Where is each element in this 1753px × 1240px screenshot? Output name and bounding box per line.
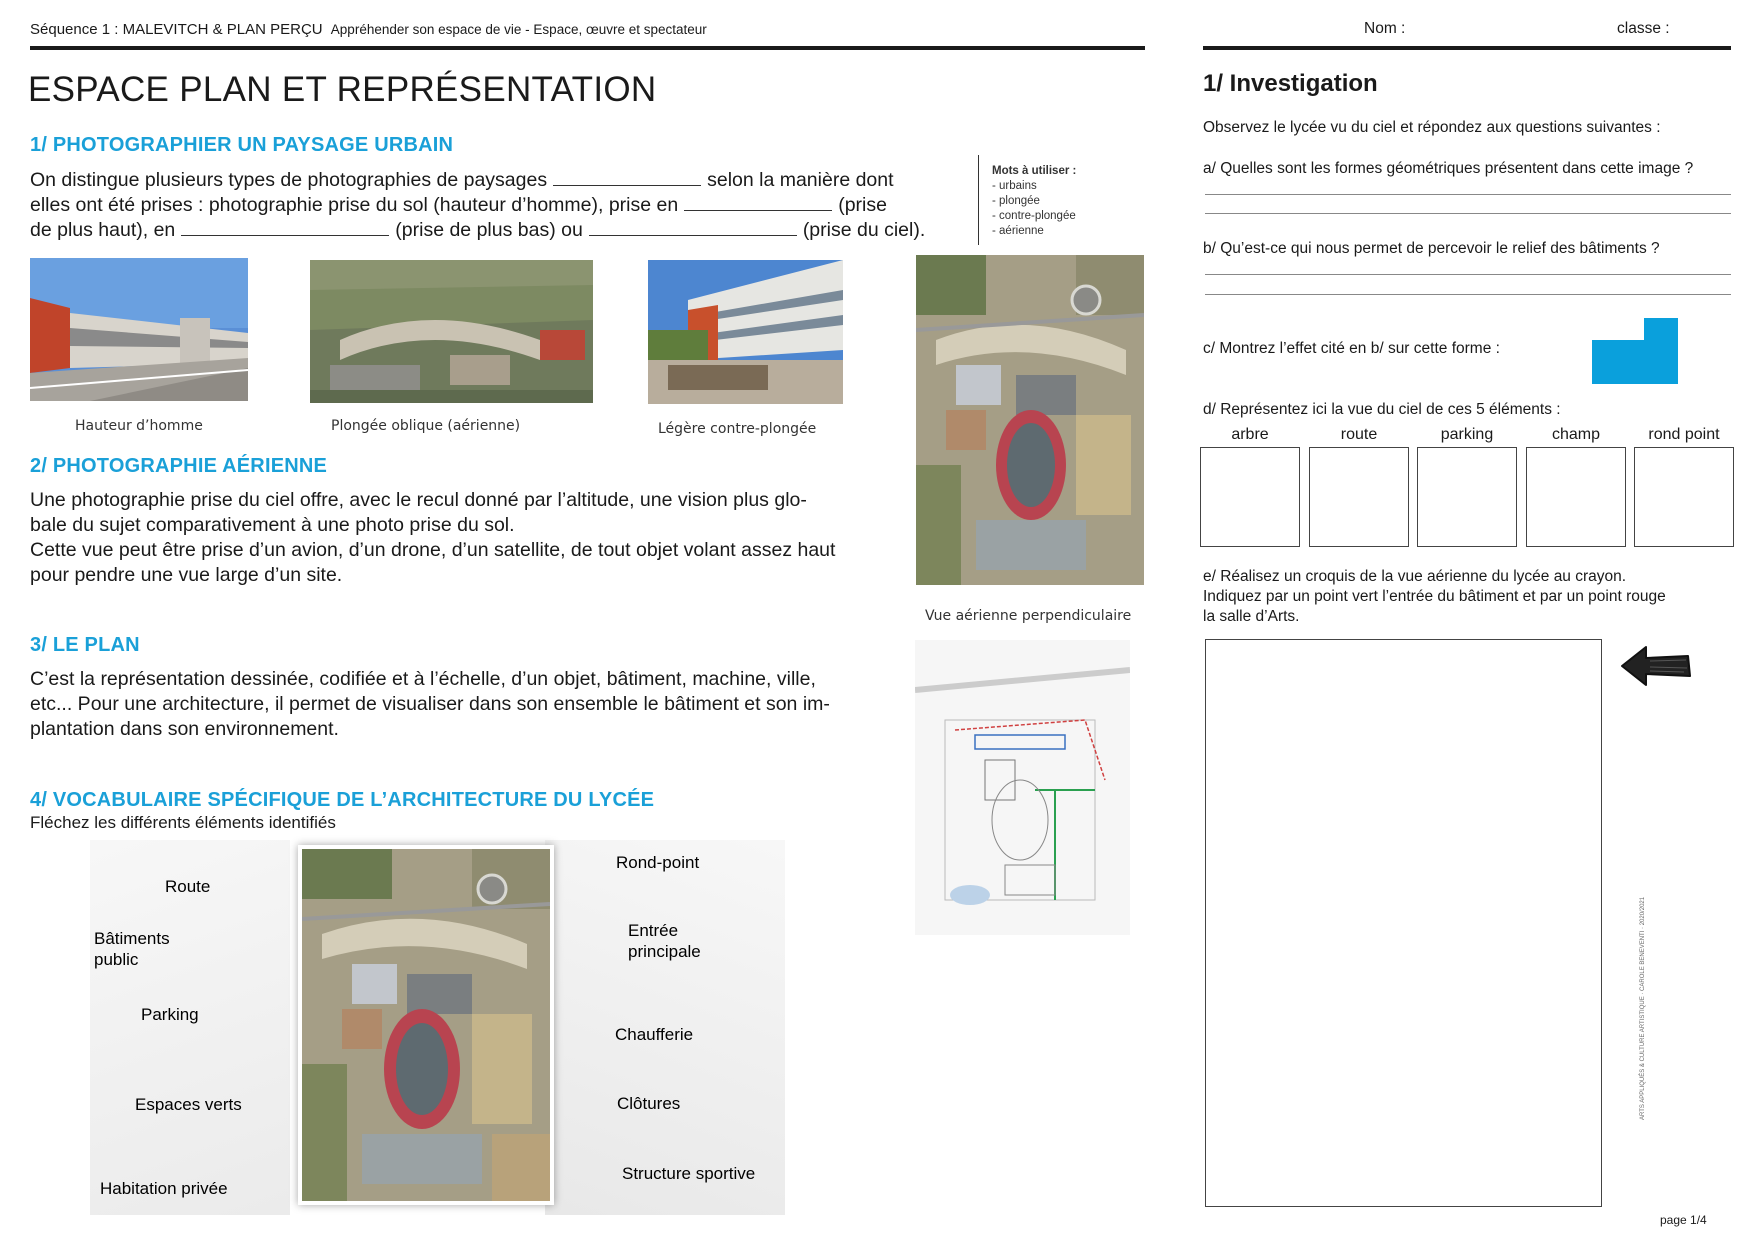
- question-d: d/ Représentez ici la vue du ciel de ces 5 éléments :: [1203, 401, 1561, 418]
- lycee-aerial-photo: [298, 845, 554, 1205]
- word-item: - contre-plongée: [992, 210, 1076, 222]
- word-item: - urbains: [992, 180, 1037, 192]
- section-1-title: 1/ PHOTOGRAPHIER UN PAYSAGE URBAIN: [30, 134, 454, 156]
- drawing-box-parking[interactable]: [1417, 447, 1517, 547]
- header-rule-right: [1203, 46, 1731, 50]
- photo-street-level: [30, 258, 248, 401]
- drawing-box-route[interactable]: [1309, 447, 1409, 547]
- words-title: Mots à utiliser :: [992, 165, 1077, 177]
- site-plan-image: [915, 640, 1130, 935]
- name-label: Nom :: [1364, 20, 1406, 37]
- answer-line[interactable]: [1205, 194, 1731, 195]
- section-4-title: 4/ VOCABULAIRE SPÉCIFIQUE DE L’ARCHITECTURE DU LYCÉE: [30, 789, 655, 811]
- header-sequence: Séquence 1 : MALEVITCH & PLAN PERÇU Appréhender son espace de vie - Espace, œuvre et spectateur: [30, 21, 707, 38]
- class-label: classe :: [1617, 20, 1670, 37]
- section-4-instruction: Fléchez les différents éléments identifiés: [30, 813, 336, 832]
- answer-line[interactable]: [1205, 213, 1731, 214]
- section-1-paragraph: On distingue plusieurs types de photographies de paysages selon la manière dont elles ont été prises : photographie prise du sol (hauteur d’homme), prise en (prise de plus haut), en (prise de plus bas) ou (prise du ciel).: [30, 169, 926, 241]
- vocab-label-chaufferie: Chaufferie: [615, 1025, 694, 1044]
- section-3-title: 3/ LE PLAN: [30, 634, 140, 656]
- relief-shape[interactable]: [1592, 318, 1678, 384]
- photo-aerial-perpendicular: [916, 255, 1144, 585]
- header-subtitle: Appréhender son espace de vie - Espace, œuvre et spectateur: [330, 22, 707, 37]
- vocab-label-entree-principale: Entrée principale: [628, 921, 701, 961]
- hand-drawn-arrow-icon: [1620, 643, 1692, 689]
- vocab-label-rond-point: Rond-point: [616, 853, 700, 872]
- words-box: [992, 164, 1076, 239]
- vocab-label-habitation-privee: Habitation privée: [100, 1179, 228, 1198]
- investigation-title: 1/ Investigation: [1203, 70, 1378, 97]
- question-e: e/ Réalisez un croquis de la vue aérienne du lycée au crayon. Indiquez par un point vert l’entrée du bâtiment et par un point rouge la salle d’Arts.: [1203, 568, 1666, 625]
- page-number: page 1/4: [1660, 1213, 1707, 1227]
- vocab-label-structure-sportive: Structure sportive: [622, 1164, 756, 1183]
- investigation-intro: Observez le lycée vu du ciel et répondez aux questions suivantes :: [1203, 119, 1661, 136]
- section-2-title: 2/ PHOTOGRAPHIE AÉRIENNE: [30, 455, 328, 477]
- box-label-parking: parking: [1440, 426, 1494, 443]
- drawing-box-arbre[interactable]: [1200, 447, 1300, 547]
- caption-photo-1: Hauteur d’homme: [75, 418, 203, 434]
- question-c: c/ Montrez l’effet cité en b/ sur cette forme :: [1203, 340, 1500, 357]
- question-b: b/ Qu’est-ce qui nous permet de percevoir le relief des bâtiments ?: [1203, 240, 1660, 257]
- answer-line[interactable]: [1205, 274, 1731, 275]
- words-box-divider: [978, 155, 979, 245]
- question-a: a/ Quelles sont les formes géométriques présentent dans cette image ?: [1203, 160, 1694, 177]
- fill-blank[interactable]: [589, 234, 797, 236]
- aerial-caption: Vue aérienne perpendiculaire: [925, 608, 1132, 624]
- caption-photo-2: Plongée oblique (aérienne): [331, 418, 521, 434]
- header-rule-left: [30, 46, 1145, 50]
- box-label-rond-point: rond point: [1648, 426, 1720, 443]
- page-title: ESPACE PLAN ET REPRÉSENTATION: [28, 70, 657, 109]
- drawing-box-rond-point[interactable]: [1634, 447, 1734, 547]
- vocab-label-batiments-public: Bâtiments public: [94, 929, 170, 969]
- vocab-label-espaces-verts: Espaces verts: [135, 1095, 242, 1114]
- box-label-route: route: [1340, 426, 1378, 443]
- sketch-area[interactable]: [1205, 639, 1602, 1207]
- box-label-arbre: arbre: [1231, 426, 1269, 443]
- fill-blank[interactable]: [553, 184, 701, 186]
- word-item: - aérienne: [992, 225, 1044, 237]
- fill-blank[interactable]: [181, 234, 389, 236]
- vocab-label-route: Route: [165, 877, 211, 896]
- caption-photo-3: Légère contre-plongée: [658, 421, 817, 437]
- credit-vertical: ARTS APPLIQUÉS & CULTURE ARTISTIQUE · CAROLE BENEVENTI · 2020/2021: [1640, 896, 1646, 1120]
- photo-oblique-aerial: [310, 260, 593, 403]
- photo-low-angle: [648, 260, 843, 404]
- section-2-paragraph: Une photographie prise du ciel offre, avec le recul donné par l’altitude, une vision plus glo- bale du sujet comparativement à une photo prise du sol. Cette vue peut être prise d’un avion, d’un drone, d’un satellite, de tout objet volant assez haut pour pendre une vue large d’un site.: [30, 489, 836, 586]
- word-item: - plongée: [992, 195, 1040, 207]
- section-3-paragraph: C’est la représentation dessinée, codifiée et à l’échelle, d’un objet, bâtiment, machine, ville, etc... Pour une architecture, il permet de visualiser dans son ensemble le bâtiment et son im- plantation dans son environnement.: [30, 668, 830, 740]
- fill-blank[interactable]: [684, 209, 832, 211]
- answer-line[interactable]: [1205, 294, 1731, 295]
- vocab-label-clotures: Clôtures: [617, 1094, 681, 1113]
- drawing-box-champ[interactable]: [1526, 447, 1626, 547]
- box-label-champ: champ: [1551, 426, 1601, 443]
- vocab-label-parking: Parking: [141, 1005, 199, 1024]
